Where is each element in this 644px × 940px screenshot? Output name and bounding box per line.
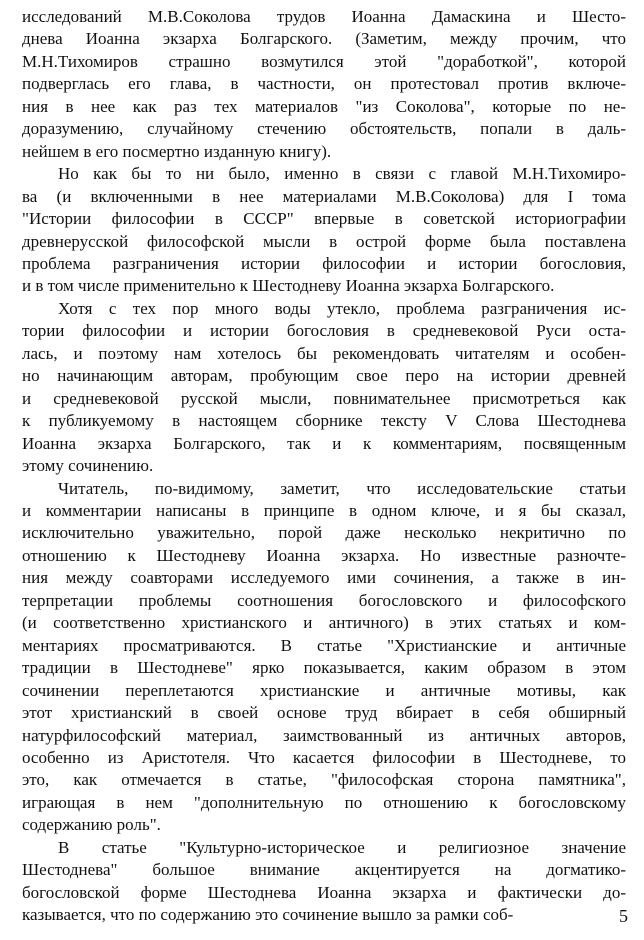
paragraph [22,837,626,927]
page-text [22,6,626,927]
text-line: исследований М.В.Соколова трудов Иоанна Дамаскина и Шесто- [22,7,626,26]
text-line: днева Иоанна экзарха Болгарского. (Заметим, между прочим, что [22,29,626,49]
text-line: подверглась его глава, в частности, он протестовал против включе- [22,74,626,94]
text-line: но начинающим авторам, пробующим свое перо на истории древней [22,366,626,386]
text-line: М.Н.Тихомиров страшно возмутился этой "доработкой", которой [22,51,626,71]
text-line: отношению к Шестодневу Иоанна экзарха. Но известные разночте- [22,545,626,565]
text-line: нейшем в его посмертно изданную книгу). [22,141,332,161]
text-line: Хотя с тех пор много воды утекло, проблема разграничения ис- [58,298,626,318]
text-line: проблема разграничения истории философии и истории богословия, [22,253,626,273]
text-line: ния в нее как раз тех материалов "из Соколова", которые по не- [22,96,626,116]
text-line: терпретации проблемы соотношения богословского и философского [22,590,626,610]
text-line: этому сочинению. [22,456,154,476]
text-line: и комментарии написаны в принципе в одном ключе, и я бы сказал, [22,500,626,520]
text-line: В статье "Культурно-историческое и религиозное значение [58,837,626,857]
text-line: Иоанна экзарха Болгарского, так и к комментариям, посвященным [22,433,626,453]
text-line: древнерусской философской мысли в острой форме была поставлена [22,231,626,251]
text-line: лась, и поэтому нам хотелось бы рекомендовать читателям и особен- [22,343,626,363]
text-line: ва (и включенными в нее материалами М.В.Соколова) для I тома [22,186,626,206]
paragraph [22,6,626,163]
text-line: особенно из Аристотеля. Что касается философии в Шестодневе, то [22,747,626,767]
text-line: это, как отмечается в статье, "философская сторона памятника", [22,770,626,790]
paragraph [22,163,626,298]
text-line: (и соответственно христианского и античного) в этих статьях и ком- [22,613,626,633]
text-line: ментариях просматриваются. В статье "Христианские и античные [22,635,626,655]
text-line: и средневековой русской мысли, повнимательнее присмотреться как [22,388,626,408]
text-line: Но как бы то ни было, именно в связи с главой М.Н.Тихомиро- [58,164,626,184]
text-line: этот христианский в своей основе труд вбирает в себя обширный [22,703,626,723]
text-line: Читатель, по-видимому, заметит, что исследовательские статьи [58,478,626,498]
text-line: натурфилософский материал, заимствованный из античных авторов, [22,725,626,745]
page-number: 5 [619,906,628,926]
text-line: играющая в нем "дополнительную по отношению к богословскому [22,792,626,812]
text-line: тории философии и истории богословия в средневековой Руси оста- [22,321,626,341]
text-line: богословской форме Шестоднева Иоанна экзарха и фактически до- [22,882,626,902]
text-line: ния между соавторами исследуемого ими сочинения, а также в ин- [22,568,626,588]
text-line: сочинении переплетаются христианские и античные мотивы, как [22,680,626,700]
text-line: содержанию роль". [22,815,161,835]
paragraph [22,298,626,478]
text-line: исключительно уважительно, порой даже несколько некритично по [22,523,626,543]
text-line: традиции в Шестодневе" ярко показывается, каким образом в этом [22,658,626,678]
text-line: доразумению, случайному стечению обстоятельств, попали в даль- [22,119,626,139]
paragraph [22,478,626,837]
text-line: "Истории философии в СССР" впервые в советской историографии [22,209,626,229]
text-line: казывается, что по содержанию это сочинение вышло за рамки соб- [22,905,514,925]
text-line: Шестоднева" большое внимание акцентируется на догматико- [22,860,626,880]
text-line: и в том числе применительно к Шестодневу Иоанна экзарха Болгарского. [22,276,555,296]
text-line: к публикуемому в настоящем сборнике тексту V Слова Шестоднева [22,411,626,431]
